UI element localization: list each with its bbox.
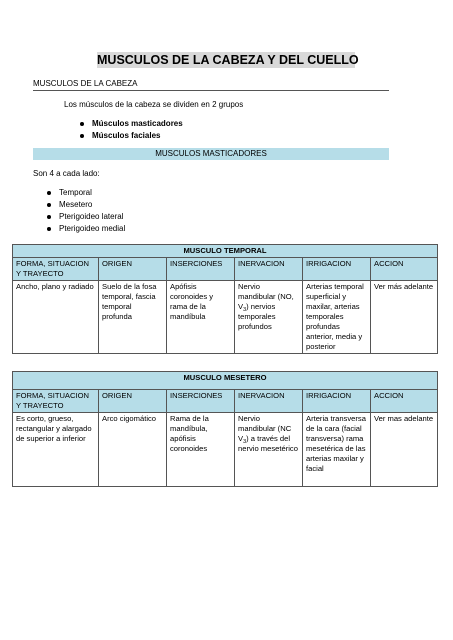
mesetero-table [12, 371, 438, 487]
column-header: INSERCIONES [167, 258, 235, 281]
per-side-text: Son 4 a cada lado: [33, 169, 100, 178]
column-header: FORMA, SITUACION Y TRAYECTO [13, 390, 99, 413]
table-title: MUSCULO MESETERO [13, 372, 438, 390]
list-item: Músculos masticadores [78, 118, 183, 130]
cell-origen: Arco cigomático [99, 413, 167, 487]
intro-text: Los músculos de la cabeza se dividen en 2 grupos [64, 100, 244, 109]
document-title: MUSCULOS DE LA CABEZA Y DEL CUELLO [97, 53, 359, 67]
list-item: Temporal [45, 187, 125, 199]
cell-inserciones: Rama de la mandíbula, apófisis coronoides [167, 413, 235, 487]
table-row [13, 413, 438, 487]
cell-accion: Ver mas adelante [371, 413, 438, 487]
column-header: FORMA, SITUACION Y TRAYECTO [13, 258, 99, 281]
cell-forma: Es corto, grueso, rectangular y alargado de superior a inferior [13, 413, 99, 487]
column-header: IRRIGACION [303, 258, 371, 281]
cell-accion: Ver más adelante [371, 281, 438, 354]
cell-inserciones: Apófisis coronoides y rama de la mandíbula [167, 281, 235, 354]
section-divider [33, 90, 389, 91]
column-header: INERVACION [235, 390, 303, 413]
cell-inervacion: Nervio mandibular (NC $V_3$) a través del nervio mesetérico [235, 413, 303, 487]
cell-forma: Ancho, plano y radiado [13, 281, 99, 354]
muscles-list [45, 187, 125, 235]
column-header: INSERCIONES [167, 390, 235, 413]
column-header: ACCION [371, 258, 438, 281]
table-row [13, 281, 438, 354]
column-header: IRRIGACION [303, 390, 371, 413]
cell-inervacion: Nervio mandibular (NO, $V_3$) nervios temporales profundos [235, 281, 303, 354]
column-header: ORIGEN [99, 258, 167, 281]
temporal-table [12, 244, 438, 354]
table-title: MUSCULO TEMPORAL [13, 245, 438, 258]
column-header: ACCION [371, 390, 438, 413]
groups-list [78, 118, 183, 142]
section-band: MUSCULOS MASTICADORES [33, 148, 389, 160]
column-header: ORIGEN [99, 390, 167, 413]
section-heading: MUSCULOS DE LA CABEZA [33, 79, 138, 88]
list-item: Pterigoideo medial [45, 223, 125, 235]
cell-irrigacion: Arteria transversa de la cara (facial transversa) rama mesetérica de las arterias maxilar y facial [303, 413, 371, 487]
cell-irrigacion: Arterias temporal superficial y maxilar, arterias temporales profundas anterior, media y posterior [303, 281, 371, 354]
list-item: Músculos faciales [78, 130, 183, 142]
list-item: Mesetero [45, 199, 125, 211]
list-item: Pterigoideo lateral [45, 211, 125, 223]
cell-origen: Suelo de la fosa temporal, fascia temporal profunda [99, 281, 167, 354]
column-header: INERVACION [235, 258, 303, 281]
